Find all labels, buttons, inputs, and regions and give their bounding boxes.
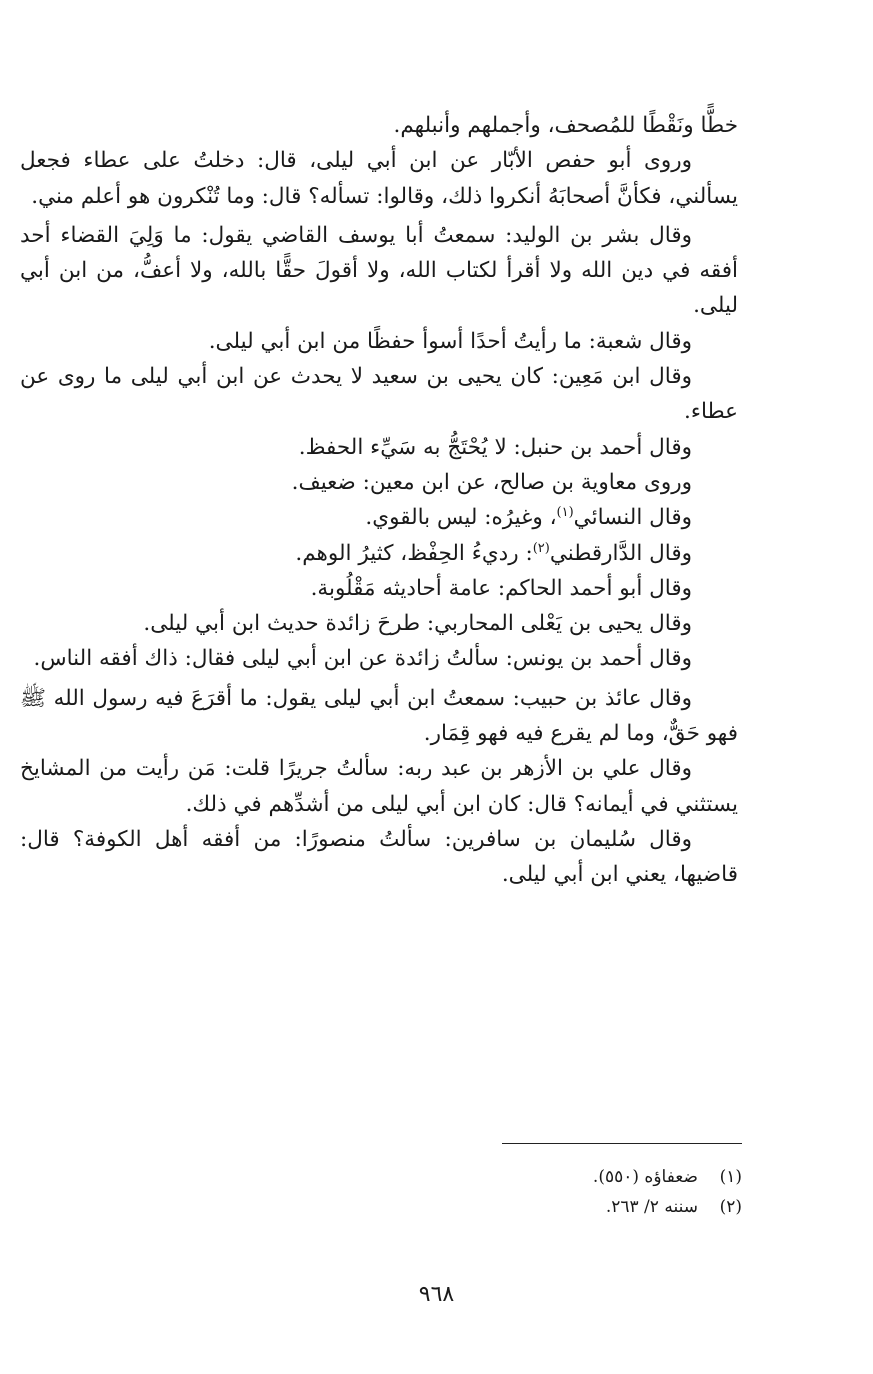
page-number: ٩٦٨ [418,1282,455,1307]
paragraph-6: وقال أحمد بن حنبل: لا يُحْتَجُّ به سَيِّء الحفظ. [298,434,692,460]
paragraph-7: وروى معاوية بن صالح، عن ابن معين: ضعيف. [291,469,692,495]
paragraph-9-text-b: : رديءُ الحِفْظ، كثيرُ الوهم. [295,540,533,566]
paragraph-8 [20,500,738,535]
footnote-1-number: (١) [719,1167,742,1187]
paragraph-9-text-a: وقال الدَّارقطني [549,540,692,566]
footnote-ref-2[interactable]: (٢) [532,540,550,556]
footnote-ref-1[interactable]: (١) [556,505,574,521]
paragraph-11: وقال يحيى بن يَعْلى المحاربي: طرحَ زائدة حديث ابن أبي ليلى. [143,611,692,637]
paragraph-8-text-a: وقال النسائي [573,505,692,531]
paragraph-3: وقال بشر بن الوليد: سمعتُ أبا يوسف القاضي يقول: ما وَلِيَ القضاء أحد أفقه في دين الله ولا أقرأ لكتاب الله، ولا أقولَ حقًّا بالله، ولا أعفُّ، من ابن أبي ليلى. [20,222,738,319]
paragraph-4: وقال شعبة: ما رأيتُ أحدًا أسوأ حفظًا من ابن أبي ليلى. [208,328,692,354]
footnote-2-number: (٢) [719,1197,742,1217]
paragraph-15: وقال سُليمان بن سافرين: سألتُ منصورًا: من أفقه أهل الكوفة؟ قال: قاضيها، يعني ابن أبي ليلى. [20,826,738,888]
paragraph-12: وقال أحمد بن يونس: سألتُ زائدة عن ابن أبي ليلى فقال: ذاك أفقه الناس. [33,646,692,672]
footnotes [300,1162,742,1222]
paragraph-10: وقال أبو أحمد الحاكم: عامة أحاديثه مَقْلُوبة. [310,575,692,601]
paragraph-13: وقال عائذ بن حبيب: سمعتُ ابن أبي ليلى يقول: ما أقرَعَ فيه رسول الله ﷺ فهو حَقٌّ، وما لم يقرع فيه فهو قِمَار. [20,685,738,747]
paragraph-1: خطًّا ونَقْطًا للمُصحف، وأجملهم وأنبلهم. [393,113,738,138]
paragraph-5: وقال ابن مَعِين: كان يحيى بن سعيد لا يحدث عن ابن أبي ليلى ما روى عن عطاء. [20,364,738,425]
footnote-2 [300,1192,742,1222]
paragraph-2: وروى أبو حفص الأبّار عن ابن أبي ليلى، قال: دخلتُ على عطاء فجعل يسألني، فكأنَّ أصحابَهُ أنكروا ذلك، وقالوا: تسأله؟ قال: وما تُنْكرون هو أعلم مني. [20,148,738,209]
footnote-divider [502,1143,742,1144]
paragraph-9 [20,536,738,571]
footnote-1 [300,1162,742,1192]
main-text [20,108,738,893]
footnote-2-text: سننه ٢/ ٢٦٣. [605,1197,698,1217]
footnote-1-text: ضعفاؤه (٥٥٠). [592,1167,698,1187]
paragraph-8-text-b: ، وغيرُه: ليس بالقوي. [365,505,557,531]
paragraph-14: وقال علي بن الأزهر بن عبد ربه: سألتُ جريرًا قلت: مَن رأيت من المشايخ يستثني في أيمانه؟ قال: كان ابن أبي ليلى من أشدِّهم في ذلك. [20,756,738,817]
